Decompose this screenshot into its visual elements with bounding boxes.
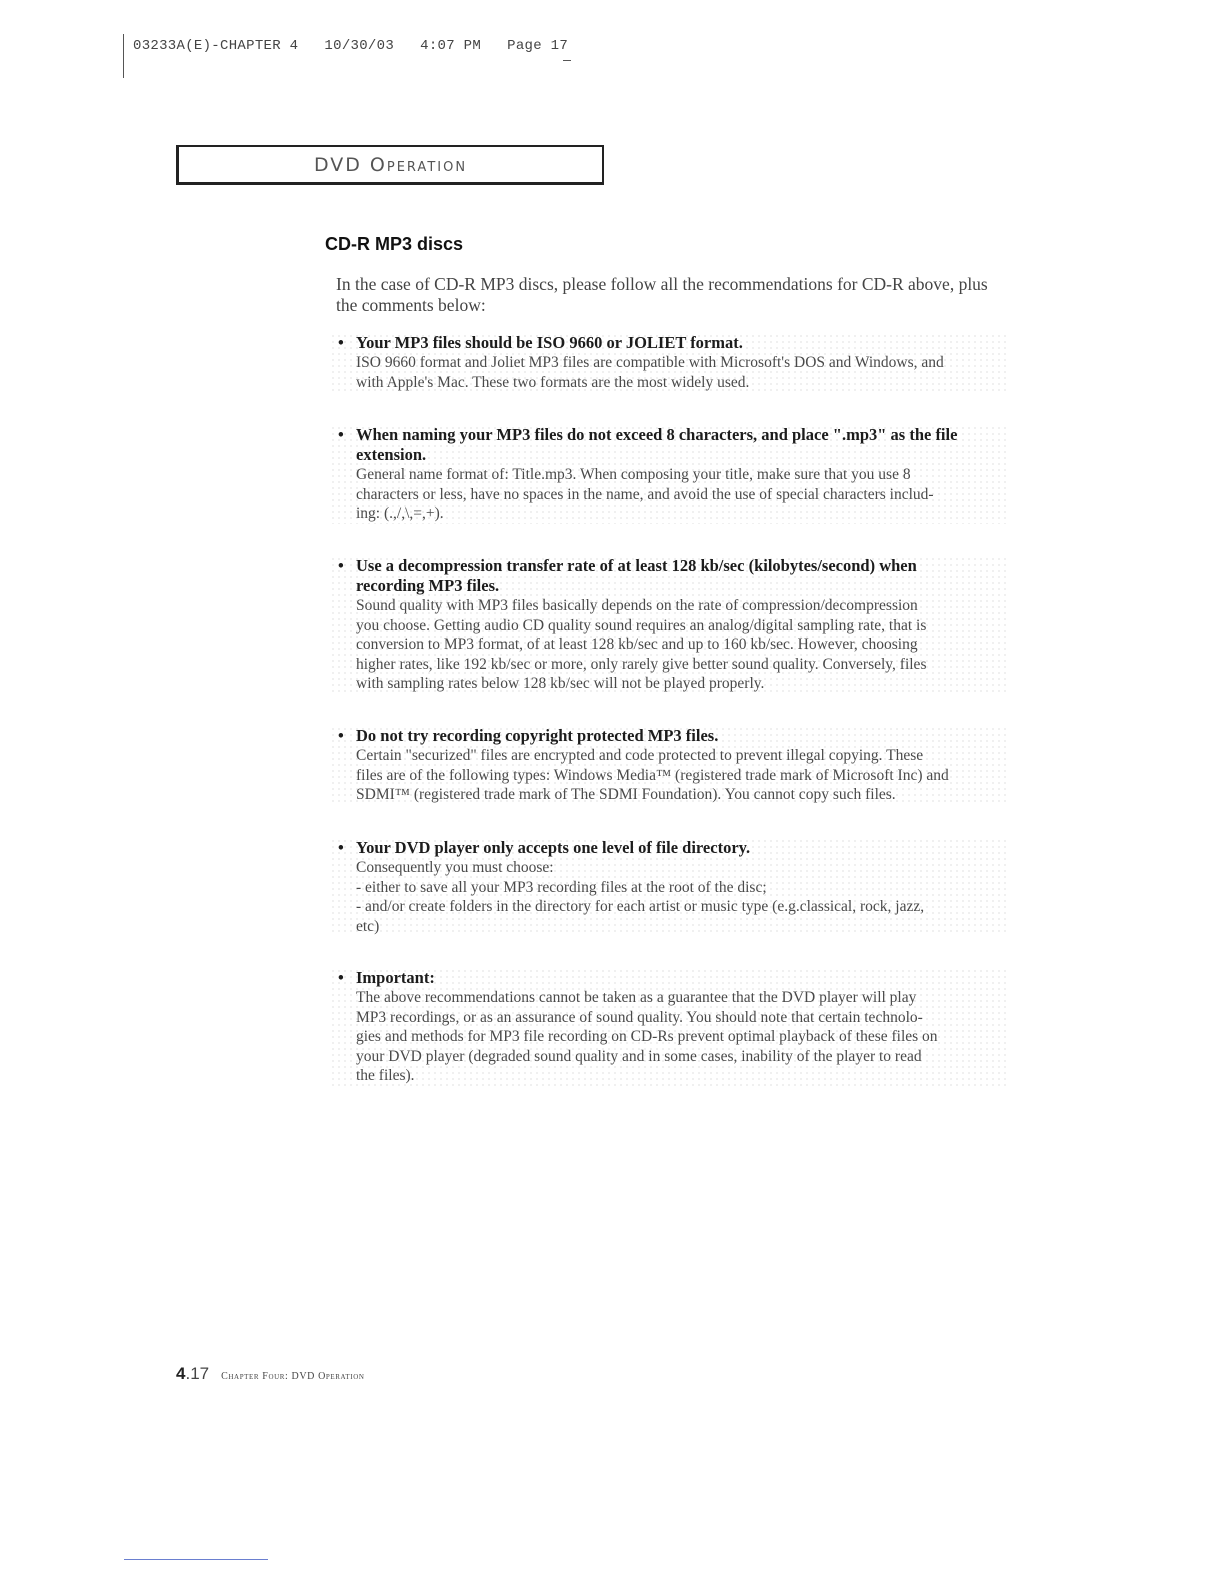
item-heading	[330, 333, 1006, 353]
chapter-header-title: DVD Operation	[313, 154, 468, 176]
item-body	[330, 465, 1006, 524]
crop-mark	[123, 34, 124, 78]
item-heading-text: Do not try recording copyright protected MP3 files.	[356, 726, 719, 745]
item-heading-text: Your MP3 files should be ISO 9660 or JOLIET format.	[356, 333, 743, 352]
recommendation-item	[330, 425, 1006, 524]
item-body	[330, 988, 1006, 1086]
item-line: MP3 recordings, or as an assurance of sound quality. You should note that certain technolo-	[356, 1008, 923, 1026]
footer-chapter-label: Chapter Four: DVD Operation	[221, 1371, 365, 1382]
item-line: The above recommendations cannot be taken as a guarantee that the DVD player will play	[356, 989, 917, 1006]
item-body	[330, 858, 1006, 936]
bullet-icon: •	[338, 425, 344, 444]
page-number-value: .17	[185, 1364, 210, 1383]
bottom-rule	[124, 1559, 268, 1560]
item-heading-text: Use a decompression transfer rate of at least 128 kb/sec (kilobytes/second) when recording MP3 files.	[356, 556, 917, 595]
item-line: your DVD player (degraded sound quality and in some cases, inability of the player to read	[356, 1047, 922, 1065]
item-line: with Apple's Mac. These two formats are the most widely used.	[356, 373, 750, 391]
item-body	[330, 746, 1006, 805]
bullet-icon: •	[338, 333, 344, 352]
recommendation-item	[330, 838, 1006, 936]
item-heading	[330, 556, 976, 596]
item-line: General name format of: Title.mp3. When composing your title, make sure that you use 8	[356, 466, 911, 483]
item-line: gies and methods for MP3 file recording on CD-Rs prevent optimal playback of these files on	[356, 1028, 938, 1045]
bullet-icon: •	[338, 556, 344, 575]
print-slug: 03233A(E)-CHAPTER 4 10/30/03 4:07 PM Page 17	[133, 38, 569, 54]
item-line: SDMI™ (registered trade mark of The SDMI Foundation). You cannot copy such files.	[356, 786, 896, 803]
item-line: the files).	[356, 1067, 415, 1084]
item-body	[330, 596, 1006, 694]
bullet-icon: •	[338, 726, 344, 745]
recommendation-item	[330, 333, 1006, 392]
item-line: conversion to MP3 format, of at least 128 kb/sec and up to 160 kb/sec. However, choosing	[356, 636, 918, 653]
item-line: with sampling rates below 128 kb/sec will not be played properly.	[356, 675, 765, 692]
item-body	[330, 353, 1006, 392]
section-intro: In the case of CD-R MP3 discs, please follow all the recommendations for CD-R above, plus the comments below:	[336, 274, 988, 315]
item-heading-text: When naming your MP3 files do not exceed 8 characters, and place ".mp3" as the file extension.	[356, 425, 958, 464]
item-line: Consequently you must choose:	[356, 859, 554, 876]
item-heading	[330, 838, 1006, 858]
item-line: - and/or create folders in the directory for each artist or music type (e.g.classical, rock, jazz,	[356, 898, 925, 915]
chapter-header-box	[176, 145, 604, 185]
item-heading	[330, 425, 996, 465]
item-heading-text: Your DVD player only accepts one level of file directory.	[356, 838, 751, 857]
item-line: etc)	[356, 917, 380, 935]
slug-underline	[563, 60, 571, 61]
item-line: characters or less, have no spaces in the name, and avoid the use of special characters includ-	[356, 485, 934, 503]
item-heading-text: Important:	[356, 968, 435, 987]
recommendation-item	[330, 968, 1006, 1086]
recommendation-item	[330, 556, 1006, 694]
item-line: ing: (.,/,\,=,+).	[356, 505, 444, 522]
bullet-icon: •	[338, 838, 344, 857]
item-line: Sound quality with MP3 files basically depends on the rate of compression/decompression	[356, 597, 918, 614]
recommendation-item	[330, 726, 1006, 805]
item-heading	[330, 968, 1006, 988]
chapter-number: 4	[176, 1364, 186, 1383]
item-line: - either to save all your MP3 recording files at the root of the disc;	[356, 878, 767, 896]
item-line: ISO 9660 format and Joliet MP3 files are compatible with Microsoft's DOS and Windows, and	[356, 354, 944, 371]
page-footer	[176, 1364, 365, 1384]
item-line: files are of the following types: Windows Media™ (registered trade mark of Microsoft Inc) and	[356, 766, 949, 784]
item-heading	[330, 726, 1006, 746]
item-line: you choose. Getting audio CD quality sound requires an analog/digital sampling rate, that is	[356, 616, 927, 634]
item-line: Certain "securized" files are encrypted and code protected to prevent illegal copying. These	[356, 747, 924, 764]
item-line: higher rates, like 192 kb/sec or more, only rarely give better sound quality. Conversely, files	[356, 655, 927, 673]
page-number	[176, 1364, 209, 1383]
section-title: CD-R MP3 discs	[325, 234, 464, 254]
bullet-icon: •	[338, 968, 344, 987]
